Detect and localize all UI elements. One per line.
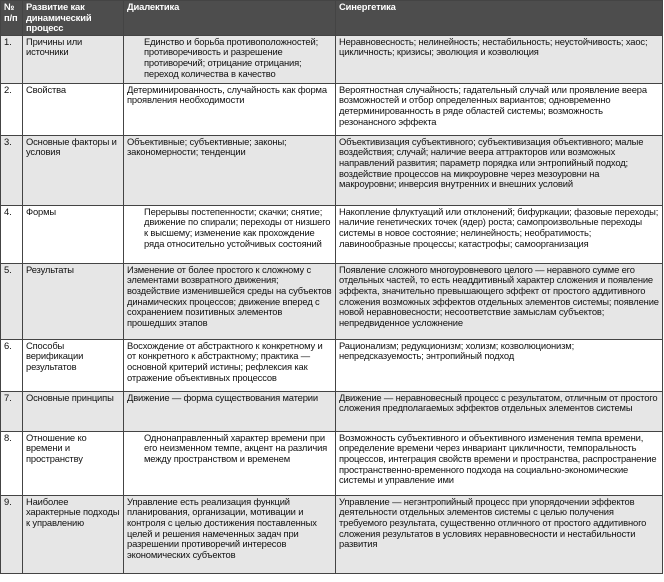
row-aspect: Формы xyxy=(23,205,124,263)
row-dialectics: Управление есть реализация функций планирования, организации, мотивации и контроля с целью достижения поставленных целей и решения намеченных задач при разрешении противоречий интересов экономических субъектов xyxy=(124,495,336,573)
row-dialectics: Изменение от более простого к сложному с элементами возвратного движения; воздействие изменившейся среды на субъектов динамических процессов; движение вперед с сохранением позитивных элементов прошедших этапов xyxy=(124,263,336,339)
row-num: 6. xyxy=(1,339,23,391)
table-row xyxy=(1,339,663,391)
table-row xyxy=(1,83,663,135)
row-aspect: Основные принципы xyxy=(23,391,124,431)
row-synergetics: Появление сложного многоуровневого целого — неравного сумме его отдельных частей, то есть неаддитивный характер сложения и появление эффекта, значительно превышающего эффект от простого аддитивного сложения возможных эффектов отдельных элементов системы; появление новой неравновесности; несоответствие замыслам субъектов; непредвиденное усложнение xyxy=(336,263,663,339)
header-process: Развитие как динамический процесс xyxy=(23,1,124,36)
row-num: 2. xyxy=(1,83,23,135)
table-row xyxy=(1,205,663,263)
header-dialectics: Диалектика xyxy=(124,1,336,36)
header-row xyxy=(1,1,663,36)
table-row xyxy=(1,431,663,495)
row-dialectics: Перерывы постепенности; скачки; снятие; движение по спирали; переходы от низшего к высшему; изменение как прохождение ряда относительно устойчивых состояний xyxy=(124,205,336,263)
row-synergetics: Объективизация субъективного; субъективизация объективного; малые воздействия; случай; наличие веера аттракторов или возможных направлений развития; параметр порядка или энтропийный подход; воздействие процессов на микроуровне через мезоуровни на макроуровни; инверсия внутренних и внешних условий xyxy=(336,135,663,205)
row-synergetics: Рационализм; редукционизм; холизм; козволюционизм; непредсказуемость; энтропийный подход xyxy=(336,339,663,391)
row-synergetics: Вероятностная случайность; гадательный случай или проявление веера возможностей и отбор определенных вариантов; одновременно детерминированность в ряде областей системы; возможность резонансного эффекта xyxy=(336,83,663,135)
row-synergetics: Движение — неравновесный процесс с результатом, отличным от простого сложения предполагаемых эффектов отдельных элементов системы xyxy=(336,391,663,431)
row-aspect: Причины или источники xyxy=(23,35,124,83)
row-dialectics: Движение — форма существования материи xyxy=(124,391,336,431)
row-num: 8. xyxy=(1,431,23,495)
table-row xyxy=(1,35,663,83)
row-num: 7. xyxy=(1,391,23,431)
row-num: 9. xyxy=(1,495,23,573)
row-num: 3. xyxy=(1,135,23,205)
row-synergetics: Возможность субъективного и объективного изменения темпа времени, определение времени через инвариант цикличности, темпоральность процессов, интеграция свойств времени и пространства, распространение пространственно-временного подхода на социально-экономические системы и управление ими xyxy=(336,431,663,495)
row-aspect: Результаты xyxy=(23,263,124,339)
row-dialectics: Объективные; субъективные; законы; закономерности; тенденции xyxy=(124,135,336,205)
row-aspect: Отношение ко времени и пространству xyxy=(23,431,124,495)
row-dialectics: Восхождение от абстрактного к конкретному и от конкретного к абстрактному; практика — основной критерий истины; рефлексия как отражение объективных процессов xyxy=(124,339,336,391)
row-dialectics: Единство и борьба противоположностей; противоречивость и разрешение противоречий; отрицание отрицания; переход количества в качество xyxy=(124,35,336,83)
table-row xyxy=(1,495,663,573)
row-synergetics: Накопление флуктуаций или отклонений; бифуркации; фазовые переходы; наличие генетических точек (ядер) роста; самопроизвольные переходы системы в новое состояние; нелинейность; необратимость; лавинообразные процессы; катастрофы; самоорганизация xyxy=(336,205,663,263)
table-row xyxy=(1,135,663,205)
row-aspect: Наиболее характерные подходы к управлению xyxy=(23,495,124,573)
row-num: 5. xyxy=(1,263,23,339)
row-dialectics: Однонаправленный характер времени при его неизменном темпе, акцент на различия между пространством и временем xyxy=(124,431,336,495)
header-synergetics: Синергетика xyxy=(336,1,663,36)
header-num: № п/п xyxy=(1,1,23,36)
row-synergetics: Неравновесность; нелинейность; нестабильность; неустойчивость; хаос; цикличность; кризисы; эволюция и коэволюция xyxy=(336,35,663,83)
row-aspect: Свойства xyxy=(23,83,124,135)
row-dialectics: Детерминированность, случайность как форма проявления необходимости xyxy=(124,83,336,135)
table-row xyxy=(1,391,663,431)
row-num: 1. xyxy=(1,35,23,83)
row-num: 4. xyxy=(1,205,23,263)
table-row xyxy=(1,263,663,339)
row-aspect: Способы верификации результатов xyxy=(23,339,124,391)
row-synergetics: Управление — негэнтропийный процесс при упорядочении эффектов деятельности отдельных элементов системы с целью получения требуемого результата, существенно отличного от простого аддитивного сложения результатов в условиях неравновесности и нестабильности развития xyxy=(336,495,663,573)
row-aspect: Основные факторы и условия xyxy=(23,135,124,205)
